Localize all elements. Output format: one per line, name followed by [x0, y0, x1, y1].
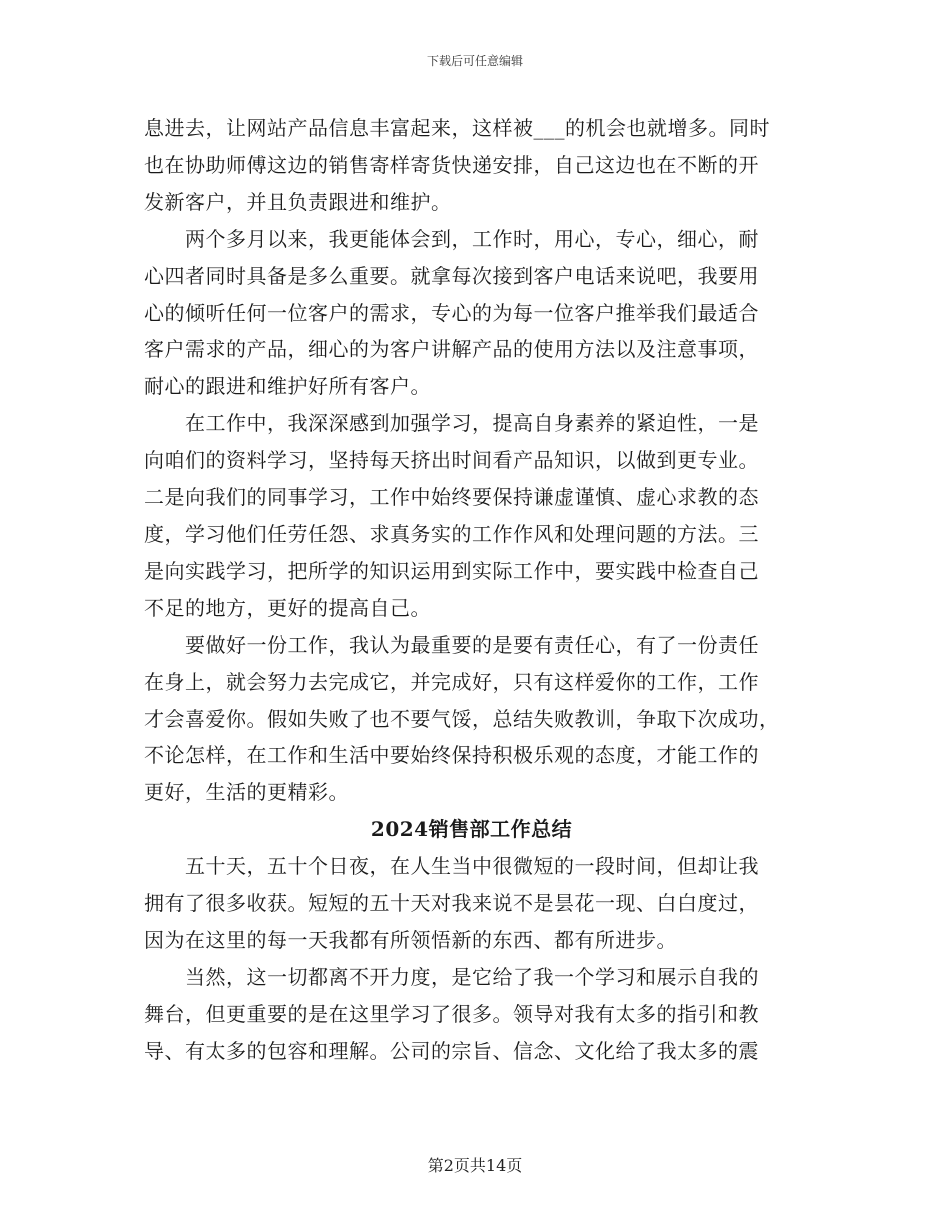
text-line: 要做好一份工作，我认为最重要的是要有责任心，有了一份责任: [144, 632, 759, 657]
text-line: 在身上，就会努力去完成它，并完成好，只有这样爱你的工作，工作: [144, 669, 759, 694]
text-line: 两个多月以来，我更能体会到，工作时，用心，专心，细心，耐: [144, 226, 759, 251]
text-line: 也在协助师傅这边的销售寄样寄货快递安排，自己这边也在不断的开: [144, 152, 759, 177]
text-line: 息进去，让网站产品信息丰富起来，这样被___的机会也就增多。同时: [144, 116, 770, 140]
paragraph-3: [144, 405, 799, 626]
text-line: 导、有太多的包容和理解。公司的宗旨、信念、文化给了我太多的震: [144, 1038, 759, 1063]
text-line: 五十天，五十个日夜，在人生当中很微短的一段时间，但却让我: [144, 854, 759, 879]
text-line: 才会喜爱你。假如失败了也不要气馁，总结失败教训，争取下次成功，: [144, 706, 780, 731]
text-line: 舞台，但更重要的是在这里学习了很多。领导对我有太多的指引和教: [144, 1001, 759, 1026]
text-line: 度，学习他们任劳任怨、求真务实的工作作风和处理问题的方法。三: [144, 521, 759, 546]
page-number: 第2页共14页: [427, 1156, 523, 1175]
text-line: 更好，生活的更精彩。: [144, 780, 349, 805]
text-line: 当然，这一切都离不开力度，是它给了我一个学习和展示自我的: [144, 964, 759, 989]
text-line: 客户需求的产品，细心的为客户讲解产品的使用方法以及注意事项，: [144, 337, 759, 362]
text-line: 发新客户，并且负责跟进和维护。: [144, 189, 452, 214]
text-line: 因为在这里的每一天我都有所领悟新的东西、都有所进步。: [144, 927, 677, 952]
page-header-note: 下载后可任意编辑: [426, 54, 523, 68]
text-line: 不足的地方，更好的提高自己。: [144, 595, 431, 620]
text-line: 心四者同时具备是多么重要。就拿每次接到客户电话来说吧，我要用: [144, 263, 759, 288]
text-line: 心的倾听任何一位客户的需求，专心的为每一位客户推举我们最适合: [144, 300, 759, 325]
paragraph-1: [144, 110, 799, 221]
section-title: 2024销售部工作总结: [370, 817, 573, 842]
paragraph-4: [144, 627, 799, 812]
paragraph-5: [144, 848, 799, 959]
text-line: 二是向我们的同事学习，工作中始终要保持谦虚谨慎、虚心求教的态: [144, 485, 759, 510]
document-body: [144, 110, 799, 1070]
text-line: 向咱们的资料学习，坚持每天挤出时间看产品知识，以做到更专业。: [144, 448, 759, 473]
text-line: 拥有了很多收获。短短的五十天对我来说不是昙花一现、白白度过，: [144, 891, 759, 916]
paragraph-2: [144, 221, 799, 406]
text-line: 是向实践学习，把所学的知识运用到实际工作中，要实践中检查自己: [144, 558, 759, 583]
paragraph-6: [144, 959, 799, 1070]
text-line: 耐心的跟进和维护好所有客户。: [144, 374, 431, 399]
text-line: 不论怎样，在工作和生活中要始终保持积极乐观的态度，才能工作的: [144, 743, 759, 768]
text-line: 在工作中，我深深感到加强学习，提高自身素养的紧迫性，一是: [144, 411, 759, 436]
